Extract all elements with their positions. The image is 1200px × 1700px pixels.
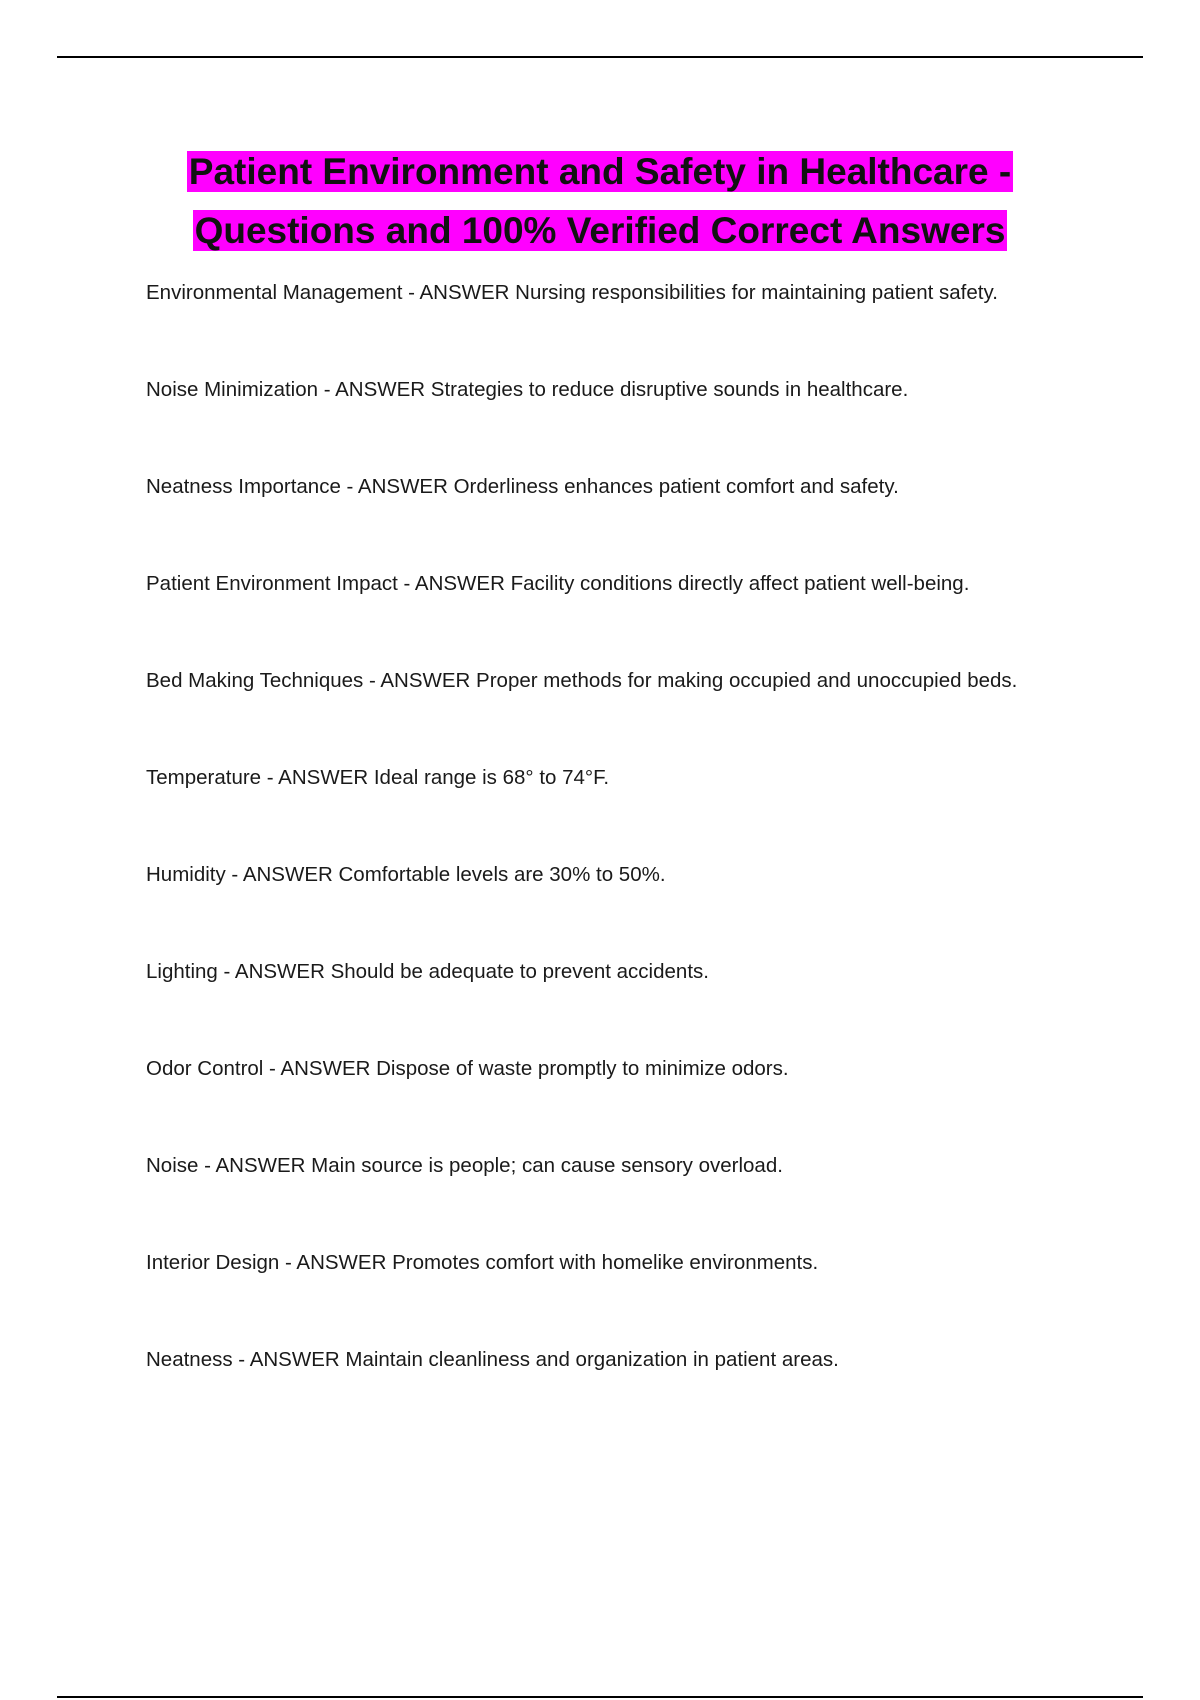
qa-item: Lighting - ANSWER Should be adequate to prevent accidents. [146,960,709,983]
qa-item: Bed Making Techniques - ANSWER Proper methods for making occupied and unoccupied beds. [146,669,1018,692]
qa-item: Patient Environment Impact - ANSWER Facility conditions directly affect patient well-being. [146,572,970,595]
qa-item: Humidity - ANSWER Comfortable levels are 30% to 50%. [146,863,666,886]
qa-item: Interior Design - ANSWER Promotes comfort with homelike environments. [146,1251,819,1274]
qa-item: Neatness - ANSWER Maintain cleanliness and organization in patient areas. [146,1348,839,1371]
qa-item: Odor Control - ANSWER Dispose of waste promptly to minimize odors. [146,1057,789,1080]
qa-item: Neatness Importance - ANSWER Orderliness enhances patient comfort and safety. [146,475,899,498]
qa-item: Environmental Management - ANSWER Nursing responsibilities for maintaining patient safety. [146,281,998,304]
qa-list [146,278,1146,1442]
bottom-rule [57,1696,1143,1698]
qa-item: Noise - ANSWER Main source is people; can cause sensory overload. [146,1154,783,1177]
title-line-2: Questions and 100% Verified Correct Answers [194,210,1006,251]
top-rule [57,56,1143,58]
document-title [0,142,1200,260]
title-line-1: Patient Environment and Safety in Healthcare - [188,151,1012,192]
qa-item: Noise Minimization - ANSWER Strategies to reduce disruptive sounds in healthcare. [146,378,909,401]
qa-item: Temperature - ANSWER Ideal range is 68° to 74°F. [146,766,610,789]
